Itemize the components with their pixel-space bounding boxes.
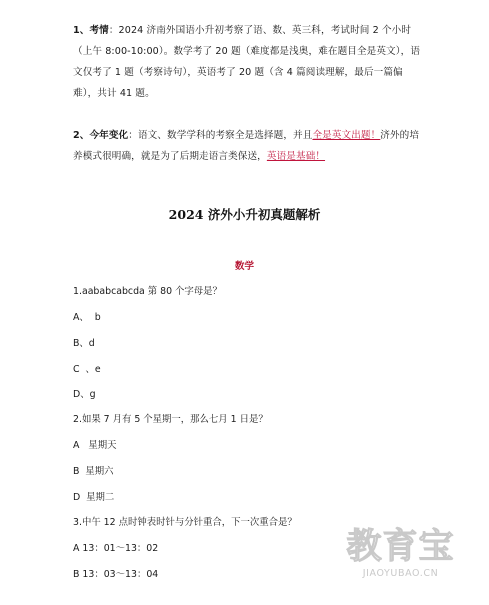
question-2-option-b: B 星期六 xyxy=(73,466,114,477)
question-2: 2.如果 7 月有 5 个星期一，那么七月 1 日是？ xyxy=(73,414,268,425)
question-1-option-c: C 、e xyxy=(73,364,101,375)
section-heading-math: 数学 xyxy=(234,261,255,272)
watermark-main-text: 教育宝 xyxy=(346,527,455,567)
changes-label: 2、今年变化 xyxy=(73,130,129,141)
question-1-option-b: B、d xyxy=(73,338,95,349)
question-2-option-d: D 星期二 xyxy=(73,492,115,503)
overview-text: ：2024 济南外国语小升初考察了语、数、英三科，考试时间 2 个小时（上午 8:00-10:00）。数学考了 20 题（难度都是浅奥，难在题目全是英文），语文仅考了 1 题（考察诗句），英语考了 20 题（含 4 篇阅读理解，最后一篇偏难），共计 41 题。 xyxy=(73,25,421,99)
question-2-option-a: A 星期天 xyxy=(73,440,117,451)
english-foundation-highlight: 英语是基础！ xyxy=(266,151,326,162)
exam-overview-paragraph xyxy=(73,20,423,104)
jiaoyubao-watermark xyxy=(328,528,473,586)
question-1-option-d: D、g xyxy=(73,389,96,400)
question-1-option-a: A、 b xyxy=(73,312,101,323)
question-1: 1.aababcabcda 第 80 个字母是？ xyxy=(73,286,222,297)
changes-paragraph xyxy=(73,125,423,167)
overview-label: 1、考情 xyxy=(73,25,109,36)
english-questions-highlight: 全是英文出题！ xyxy=(312,130,381,141)
watermark-domain-text: JIAOYUBAO.CN xyxy=(362,568,439,579)
changes-text-b: 济外的培养模式很明确，就是为了后期走语言类保送， xyxy=(73,130,420,162)
page-title: 2024 济外小升初真题解析 xyxy=(168,207,321,222)
changes-text-a: ：语文、数学学科的考察全是选择题，并且 xyxy=(128,130,313,141)
question-3: 3.中午 12 点时钟表时针与分针重合，下一次重合是？ xyxy=(73,517,297,528)
question-3-option-a: A 13：01～13：02 xyxy=(73,543,159,554)
question-3-option-b: B 13：03～13：04 xyxy=(73,569,159,580)
